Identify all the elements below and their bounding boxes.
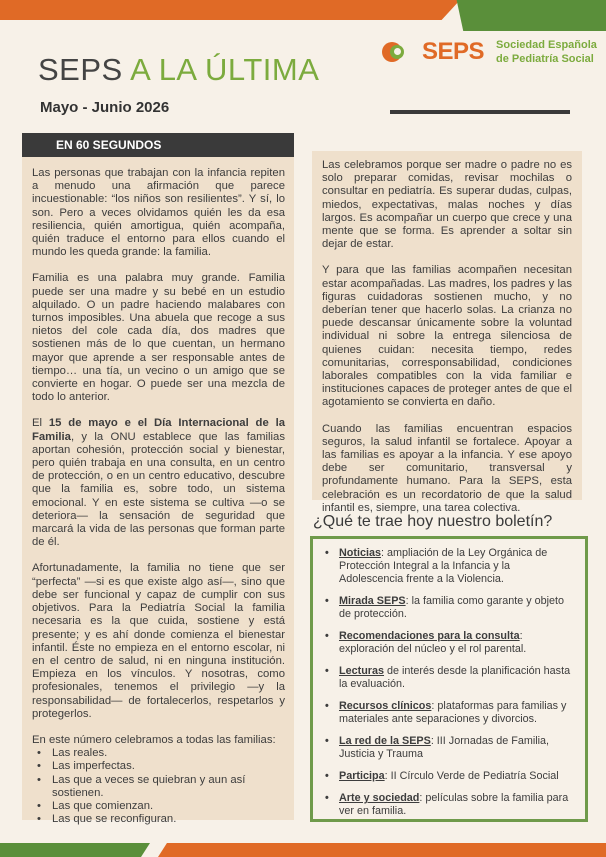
boletin-heading: ¿Qué te trae hoy nuestro boletín?: [313, 513, 553, 530]
newsletter-title: [38, 52, 319, 88]
logo-subtitle-line-1: Sociedad Española: [496, 39, 597, 51]
boletin-link[interactable]: Lecturas: [339, 665, 385, 677]
paragraph-intro-list: En este número celebramos a todas las familias:: [32, 733, 276, 746]
boletin-item: • Mirada SEPS: la familia como garante y objeto de protección.: [323, 595, 575, 621]
left-text-column: [22, 157, 294, 826]
boletin-contents-box: [310, 536, 588, 822]
boletin-item: • Noticias: ampliación de la Ley Orgánica de Protección Integral a la Infancia y la Adolescencia frente a la Violencia.: [323, 547, 575, 586]
list-item: • Las reales.: [32, 747, 285, 760]
logo-wordmark: SEPS: [422, 38, 485, 65]
boletin-item: • Recursos clínicos: plataformas para familias y materiales ante separaciones y divorcios.: [323, 700, 575, 726]
logo-subtitle: [496, 38, 597, 66]
paragraph: Las celebramos porque ser madre o padre no es solo preparar comidas, revisar mochilas o consultar en pediatría. Es superar dudas, culpas, miedos, expectativas, malas noches y días largos. Es acompañar un cuerpo que crece y una mente que se forma. Es aprender a soltar sin dejar de estar.: [322, 159, 572, 251]
list-item: • Las que a veces se quiebran y aun así sostienen.: [32, 774, 285, 800]
boletin-link[interactable]: Recomendaciones para la consulta: [339, 630, 520, 642]
seps-logo: [382, 38, 597, 66]
boletin-item: • La red de la SEPS: III Jornadas de Familia, Justicia y Trauma: [323, 735, 575, 761]
boletin-link[interactable]: La red de la SEPS: [339, 735, 431, 747]
boletin-link[interactable]: Mirada SEPS: [339, 595, 406, 607]
boletin-item: • Lecturas de interés desde la planificación hasta la evaluación.: [323, 665, 575, 691]
title-part-2: A LA ÚLTIMA: [130, 52, 320, 87]
seps-logo-icon: [382, 39, 420, 65]
header-divider: [390, 110, 570, 114]
top-decorative-bar: [0, 0, 606, 31]
family-day-highlight: 15 de mayo e el Día Internacional de la Familia: [32, 417, 285, 443]
list-item: • Las que se reconfiguran.: [32, 813, 285, 826]
paragraph: Las personas que trabajan con la infancia repiten a menudo una afirmación que parece incuestionable: “los niños son resilientes”. Y sí, lo son. Pero a veces olvidamos quién les da esa resiliencia, quién amortigua, quién acompaña, quién traduce el entorno para ellos cuando el mundo les queda grande: la familia.: [32, 167, 285, 259]
list-item: • Las imperfectas.: [32, 760, 285, 773]
logo-subtitle-line-2: de Pediatría Social: [496, 53, 594, 65]
boletin-link[interactable]: Participa: [339, 770, 385, 782]
boletin-link[interactable]: Noticias: [339, 547, 382, 559]
boletin-item: • Arte y sociedad: películas sobre la familia para ver en familia.: [323, 792, 575, 818]
boletin-list: [323, 547, 575, 818]
bottom-decorative-bar: [0, 843, 606, 857]
issue-date: Mayo - Junio 2026: [40, 99, 170, 116]
bottom-orange-stripe: [158, 843, 606, 857]
family-list: [32, 747, 285, 826]
paragraph: Cuando las familias encuentran espacios seguros, la salud infantil se fortalece. Apoyar a las familias es apoyar a la infancia. Y ese apoyo debe ser comunitario, transversal y profundamente humano. Para la SEPS, esta celebración es un recordatorio de que la salud infantil es, siempre, una tarea colectiva.: [322, 422, 572, 514]
boletin-link[interactable]: Recursos clínicos: [339, 700, 432, 712]
boletin-item: • Participa: II Círculo Verde de Pediatría Social: [323, 770, 575, 783]
list-item: • Las que comienzan.: [32, 800, 285, 813]
boletin-link[interactable]: Arte y sociedad: [339, 792, 420, 804]
section-badge: EN 60 SEGUNDOS: [22, 133, 294, 157]
boletin-item: • Recomendaciones para la consulta: exploración del núcleo y el rol parental.: [323, 630, 575, 656]
top-orange-stripe: [0, 0, 460, 20]
paragraph: Afortunadamente, la familia no tiene que ser “perfecta” —si es que existe algo así—, sino que debe ser funcional y capaz de cumplir con sus objetivos. Para la Pediatría Social la familia necesaria es la que cuida, sostiene y está presente; y es ahí donde comienza el bienestar infantil. Éste no empieza en el entorno escolar, ni en el centro de salud, ni en ninguna institución. Empieza en los vínculos. Y nosotras, como profesionales, tenemos el privilegio —y la responsabilidad— de fortalecerlos, respetarlos y protegerlos.: [32, 562, 285, 720]
paragraph-family-day: El 15 de mayo e el Día Internacional de la Familia, y la ONU establece que las familias aportan cohesión, protección social y bienestar, pero quién trabaja en una consulta, en un centro de protección, o en un centro educativo, descubre que la familia es, sobre todo, un sistema emocional. Y en este sistema se cultiva —o se deteriora— la sensación de seguridad que marcará la vida de las personas que forman parte de él.: [32, 417, 285, 549]
paragraph: Familia es una palabra muy grande. Familia puede ser una madre y su bebé en un estudio alquilado. O un padre haciendo malabares con turnos imposibles. Una abuela que recoge a sus nietos del cole cada día, dos madres que sostienen más de lo que cuentan, un hermano mayor que aprende a ser responsable antes de tiempo… una tía, un vecino o un amigo que se convierte en hogar. O puede ser una mezcla de todo lo anterior.: [32, 272, 285, 404]
title-part-1: SEPS: [38, 52, 131, 87]
paragraph: Y para que las familias acompañen necesitan estar acompañadas. Las madres, los padres y las figuras cuidadoras sostienen mucho, y no deberían tener que hacerlo solas. La crianza no puede descansar únicamente sobre la voluntad individual ni sobre la entrega silenciosa de quienes cuidan: necesita tiempo, redes comunitarias, corresponsabilidad, condiciones laborales compatibles con la vida familiar e instituciones capaces de proteger antes de que el agotamiento se convierta en daño.: [322, 264, 572, 409]
right-text-column: [312, 151, 582, 514]
top-green-stripe: [440, 0, 606, 31]
bottom-green-stripe: [0, 843, 150, 857]
